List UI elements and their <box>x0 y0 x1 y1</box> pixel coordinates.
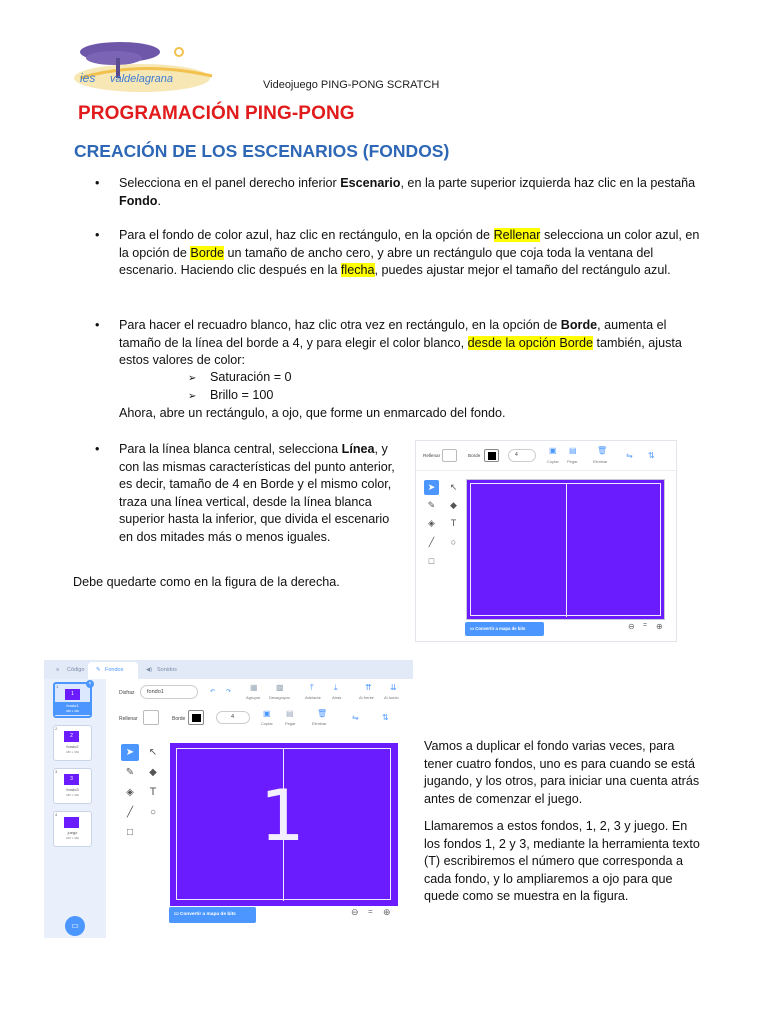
convert-bitmap-button[interactable] <box>169 907 256 923</box>
bold-text: Fondo <box>119 193 158 208</box>
circle-tool-icon[interactable]: ○ <box>450 537 457 547</box>
bold-text: Borde <box>560 318 598 332</box>
sub-item-brightness <box>188 387 273 406</box>
backdrop-number: 1 <box>260 775 305 857</box>
text: Para la línea blanca central, selecciona <box>119 442 342 456</box>
redo-icon[interactable]: ↷ <box>226 689 232 695</box>
text: Para hacer el recuadro blanco, haz clic otra vez en rectángulo, en la opción de <box>119 318 561 332</box>
text: . <box>157 193 161 208</box>
costume-name: juego <box>67 830 78 835</box>
fill-label: Rellenar <box>119 716 138 722</box>
brush-icon: ✎ <box>96 667 101 673</box>
convert-label: Convertir a mapa de bits <box>475 626 526 631</box>
image-icon: ▭ <box>174 912 180 917</box>
speaker-icon: ◀) <box>146 667 153 673</box>
text: Saturación = 0 <box>210 370 292 384</box>
flip-vertical-icon[interactable]: ⇅ <box>382 713 389 722</box>
ungroup-label: Desagrupar <box>269 695 290 700</box>
delete-label: Eliminar <box>593 459 608 464</box>
highlight-text: flecha <box>340 263 375 278</box>
center-line <box>566 483 567 617</box>
text: , y con las mismas características del punto anterior, es decir, tamaño de 4 en Borde y el mismo color, traza una línea vertical, desde la línea blanca superior hasta la inferior, que divida el escenario en dos mitades más o menos iguales. <box>119 442 395 544</box>
trash-icon[interactable]: 🗑 <box>597 446 608 455</box>
convert-label: Convertir a mapa de bits <box>179 912 236 917</box>
bullet-3 <box>95 317 701 370</box>
right-paragraph-2: Llamaremos a estos fondos, 1, 2, 3 y juego. En los fondos 1, 2 y 3, mediante la herramienta texto (T) escribiremos el número que corresponda a cada fondo, y lo ampliaremos a ojo para que quede como se muestra en la figura. <box>424 819 700 904</box>
costume-item[interactable] <box>53 811 92 847</box>
tab-label: Código <box>67 667 85 673</box>
bullet-2 <box>95 227 701 280</box>
backward-icon[interactable]: ⤓ <box>334 683 338 692</box>
costume-size: 480 x 360 <box>65 793 80 797</box>
bullet-3-after: Ahora, abre un rectángulo, a ojo, que forme un enmarcado del fondo. <box>119 406 506 420</box>
svg-text:valdelagrana: valdelagrana <box>110 73 173 85</box>
tab-backdrops[interactable] <box>88 662 138 679</box>
bullet-4 <box>95 441 395 547</box>
bullet-dot: • <box>95 318 100 332</box>
costume-thumbnail: 2 <box>64 731 79 742</box>
ungroup-icon[interactable]: ▩ <box>276 683 284 692</box>
convert-bitmap-button[interactable] <box>465 622 544 636</box>
rectangle-tool-icon[interactable]: □ <box>126 827 134 838</box>
front-icon[interactable]: ⇈ <box>365 683 372 692</box>
costume-thumbnail <box>64 817 79 828</box>
back-icon[interactable]: ⇊ <box>390 683 397 692</box>
highlight-text: Borde <box>190 245 225 260</box>
svg-text:ies: ies <box>80 71 96 85</box>
zoom-in-icon[interactable]: ⊕ <box>656 622 663 631</box>
costume-size: 480 x 360 <box>65 750 80 754</box>
text: Brillo = 100 <box>210 388 274 402</box>
costume-item[interactable] <box>53 768 92 804</box>
border-swatch[interactable] <box>484 449 499 462</box>
brush-tool-icon[interactable]: ✎ <box>427 500 436 510</box>
document-header: Videojuego PING-PONG SCRATCH <box>263 79 440 91</box>
arrow-bullet-icon: ➢ <box>188 373 197 384</box>
zoom-reset-icon[interactable]: = <box>643 622 648 629</box>
copy-icon[interactable]: ▣ <box>549 446 557 455</box>
add-backdrop-icon[interactable]: ▭ <box>65 916 85 936</box>
front-label: Al frente <box>359 695 374 700</box>
text: también, ajusta estos valores de color: <box>119 335 682 368</box>
text: un tamaño de ancho cero, y abre un rectángulo que coja toda la ventana del escenario. Haciendo clic después en la <box>119 245 654 278</box>
delete-costume-icon[interactable]: × <box>86 680 94 688</box>
eraser-tool-icon[interactable]: ◆ <box>450 500 457 510</box>
fill-swatch[interactable] <box>442 449 457 462</box>
paste-icon[interactable]: ▤ <box>569 446 577 455</box>
sub-item-saturation <box>188 369 292 388</box>
tab-label: Sonidos <box>157 667 177 673</box>
bullet-dot: • <box>95 228 100 242</box>
paste-label: Pegar <box>285 721 296 726</box>
fill-swatch[interactable] <box>143 710 159 725</box>
select-tool-icon[interactable]: ➤ <box>121 744 139 761</box>
zoom-reset-icon[interactable]: = <box>368 907 373 916</box>
costume-list <box>44 679 106 938</box>
reshape-tool-icon[interactable]: ↖ <box>148 747 158 758</box>
editor-tabs <box>44 660 413 679</box>
costume-name: fondo2 <box>66 744 79 749</box>
flip-horizontal-icon[interactable]: ⇋ <box>352 713 359 722</box>
zoom-out-icon[interactable]: ⊖ <box>628 622 635 631</box>
stage-canvas-1[interactable] <box>466 479 665 620</box>
tab-label: Fondos <box>105 667 124 673</box>
rectangle-tool-icon[interactable]: □ <box>428 556 435 566</box>
section-title: CREACIÓN DE LOS ESCENARIOS (FONDOS) <box>74 141 450 161</box>
text: , en la parte superior izquierda haz clic en la pestaña <box>400 176 696 190</box>
border-label: Borde <box>468 453 481 458</box>
fill-label: Rellenar <box>423 453 441 458</box>
costume-name-label: Disfraz <box>119 690 135 696</box>
border-width-value: 4 <box>515 452 518 458</box>
eraser-tool-icon[interactable]: ◆ <box>149 767 157 778</box>
page-title: PROGRAMACIÓN PING-PONG <box>78 103 355 124</box>
select-tool-icon[interactable]: ➤ <box>424 480 439 495</box>
costume-size: 480 x 360 <box>65 836 80 840</box>
backward-label: Atrás <box>332 695 342 700</box>
bullet-1 <box>95 175 699 210</box>
border-width-value: 4 <box>231 714 235 720</box>
arrow-bullet-icon: ➢ <box>188 391 197 402</box>
group-icon[interactable]: ▦ <box>250 683 258 692</box>
bold-text: Escenario <box>340 176 401 190</box>
group-label: Agrupar <box>246 695 261 700</box>
costume-name: fondo3 <box>66 787 79 792</box>
paste-label: Pegar <box>567 459 578 464</box>
code-icon: ≡ <box>56 667 60 673</box>
logo-graphic <box>72 38 217 96</box>
text: Selecciona en el panel derecho inferior <box>119 176 341 190</box>
costume-item[interactable] <box>53 725 92 761</box>
costume-name: fondo1 <box>55 702 90 709</box>
forward-label: Adelante <box>305 695 321 700</box>
image-icon: ▭ <box>470 626 476 631</box>
border-swatch[interactable] <box>188 710 204 725</box>
right-paragraph-1: Vamos a duplicar el fondo varias veces, para tener cuatro fondos, uno es para cuando se está jugando, y los otros, para iniciar una cuenta atrás antes de comenzar el juego. <box>424 739 700 806</box>
fill-tool-icon[interactable]: ◈ <box>428 518 435 528</box>
paste-icon[interactable]: ▤ <box>286 709 294 718</box>
costume-name-input[interactable] <box>140 685 198 699</box>
zoom-in-icon[interactable]: ⊕ <box>383 907 391 917</box>
border-width-input[interactable] <box>216 711 250 724</box>
text-tool-icon[interactable]: T <box>149 786 157 798</box>
border-label: Borde <box>172 716 186 722</box>
costume-index: 4 <box>55 812 58 817</box>
costume-index: 2 <box>55 726 58 731</box>
line-tool-icon[interactable]: ╱ <box>126 807 134 818</box>
bullet-dot: • <box>95 442 100 456</box>
stage-canvas-2[interactable] <box>170 743 398 906</box>
tab-sounds[interactable] <box>140 662 186 679</box>
costume-thumbnail: 1 <box>65 689 80 700</box>
text: Para el fondo de color azul, haz clic en rectángulo, en la opción de <box>119 228 494 242</box>
brush-tool-icon[interactable]: ✎ <box>125 767 135 778</box>
text: selecciona un color azul, en la opción de <box>119 228 700 260</box>
back-label: Al fondo <box>384 695 399 700</box>
flip-vertical-icon[interactable]: ⇅ <box>648 451 655 460</box>
tab-code[interactable] <box>50 662 88 679</box>
forward-icon[interactable]: ⤒ <box>310 683 314 692</box>
costume-item[interactable] <box>53 682 92 718</box>
costume-name-value: fondo1 <box>147 689 164 695</box>
bold-text: Línea <box>341 442 375 456</box>
undo-icon[interactable]: ↶ <box>210 689 216 695</box>
circle-tool-icon[interactable]: ○ <box>149 807 157 818</box>
bullet-dot: • <box>95 176 100 190</box>
reshape-tool-icon[interactable]: ↖ <box>449 482 458 492</box>
copy-label: Copiar <box>547 459 559 464</box>
text: , puedes ajustar mejor el tamaño del rectángulo azul. <box>374 263 671 278</box>
costume-thumbnail: 3 <box>64 774 79 785</box>
delete-label: Eliminar <box>312 721 327 726</box>
trash-icon[interactable]: 🗑 <box>317 709 328 718</box>
copy-label: Copiar <box>261 721 273 726</box>
costume-index: 3 <box>55 769 58 774</box>
costume-size: 480 x 360 <box>55 709 90 715</box>
highlight-text: desde la opción Borde <box>467 335 593 350</box>
border-width-input[interactable] <box>508 449 536 462</box>
flip-horizontal-icon[interactable]: ⇋ <box>626 451 633 460</box>
copy-icon[interactable]: ▣ <box>263 709 271 718</box>
text-tool-icon[interactable]: T <box>450 518 457 528</box>
costume-index: 1 <box>56 684 59 689</box>
text: , aumenta el tamaño de la línea del borde a 4, y para elegir el color blanco, <box>119 318 667 350</box>
figure-note: Debe quedarte como en la figura de la derecha. <box>73 575 340 589</box>
school-logo <box>72 38 217 96</box>
fill-tool-icon[interactable]: ◈ <box>126 787 134 798</box>
line-tool-icon[interactable]: ╱ <box>428 537 435 547</box>
highlight-text: Rellenar <box>493 228 541 242</box>
editor-toolbar <box>416 441 678 471</box>
zoom-out-icon[interactable]: ⊖ <box>351 907 359 917</box>
